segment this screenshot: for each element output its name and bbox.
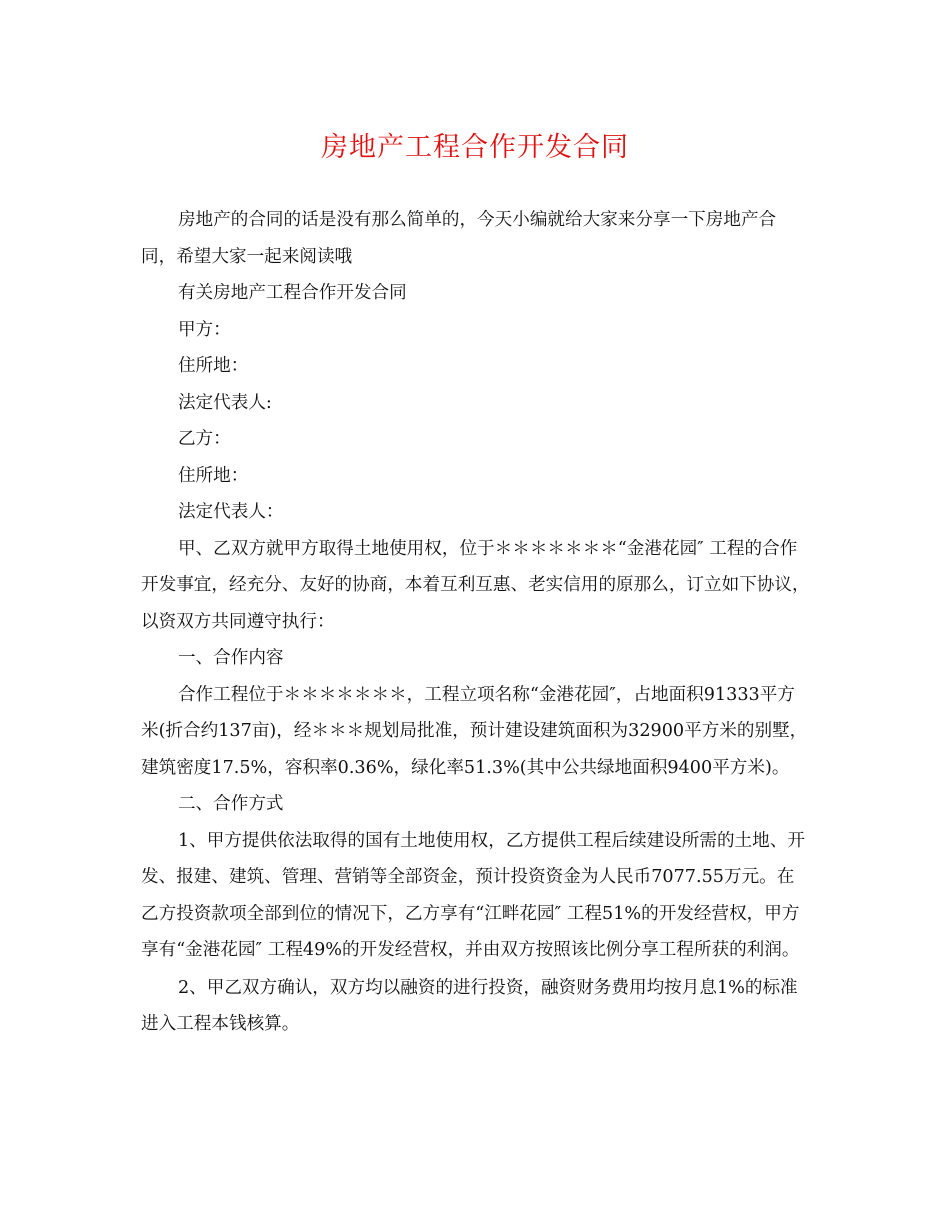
party-b-label: 乙方： <box>177 429 231 449</box>
party-b-address: 住所地： <box>177 465 249 486</box>
document-title: 房地产工程合作开发合同 <box>321 132 629 163</box>
intro-paragraph: 房地产的合同的话是没有那么简单的，今天小编就给大家来分享一下房地产合同，希望大家一起来阅读哦 <box>141 210 777 267</box>
party-b-representative: 法定代表人： <box>177 502 284 522</box>
contract-heading: 有关房地产工程合作开发合同 <box>177 283 407 303</box>
section-1-heading: 一、合作内容 <box>177 648 284 668</box>
party-a-label: 甲方： <box>177 319 231 340</box>
clause-2-1: 1、甲方提供依法取得的国有土地使用权，乙方提供工程后续建设所需的土地、开发、报建、建筑、管理、营销等全部资金，预计投资资金为人民币7077.55万元。在乙方投资款项全部到位的情况下，乙方享有“江畔花园″ 工程51%的开发经营权，甲方享有“金港花园″ 工程49%的开发经营权，并由双方按照该比例分享工程所获的利润。 <box>141 830 805 960</box>
section-1-content: 合作工程位于＊＊＊＊＊＊＊，工程立项名称“金港花园″，占地面积91333平方米(折合约137亩)，经＊＊＊规划局批准，预计建设建筑面积为32900平方米的别墅，建筑密度17.5%，容积率0.36%，绿化率51.3%(其中公共绿地面积9400平方米)。 <box>141 684 808 778</box>
document-body <box>141 202 811 1043</box>
clause-2-2: 2、甲乙双方确认，双方均以融资的进行投资，融资财务费用均按月息1%的标准进入工程本钱核算。 <box>141 977 798 1034</box>
party-a-representative: 法定代表人: <box>177 392 272 413</box>
party-a-address: 住所地： <box>177 356 249 376</box>
section-2-heading: 二、合作方式 <box>177 794 284 814</box>
preamble-paragraph: 甲、乙双方就甲方取得土地使用权，位于＊＊＊＊＊＊＊“金港花园″ 工程的合作开发事宜，经充分、友好的协商，本着互利互惠、老实信用的原那么，订立如下协议，以资双方共同遵守执行： <box>141 538 810 632</box>
